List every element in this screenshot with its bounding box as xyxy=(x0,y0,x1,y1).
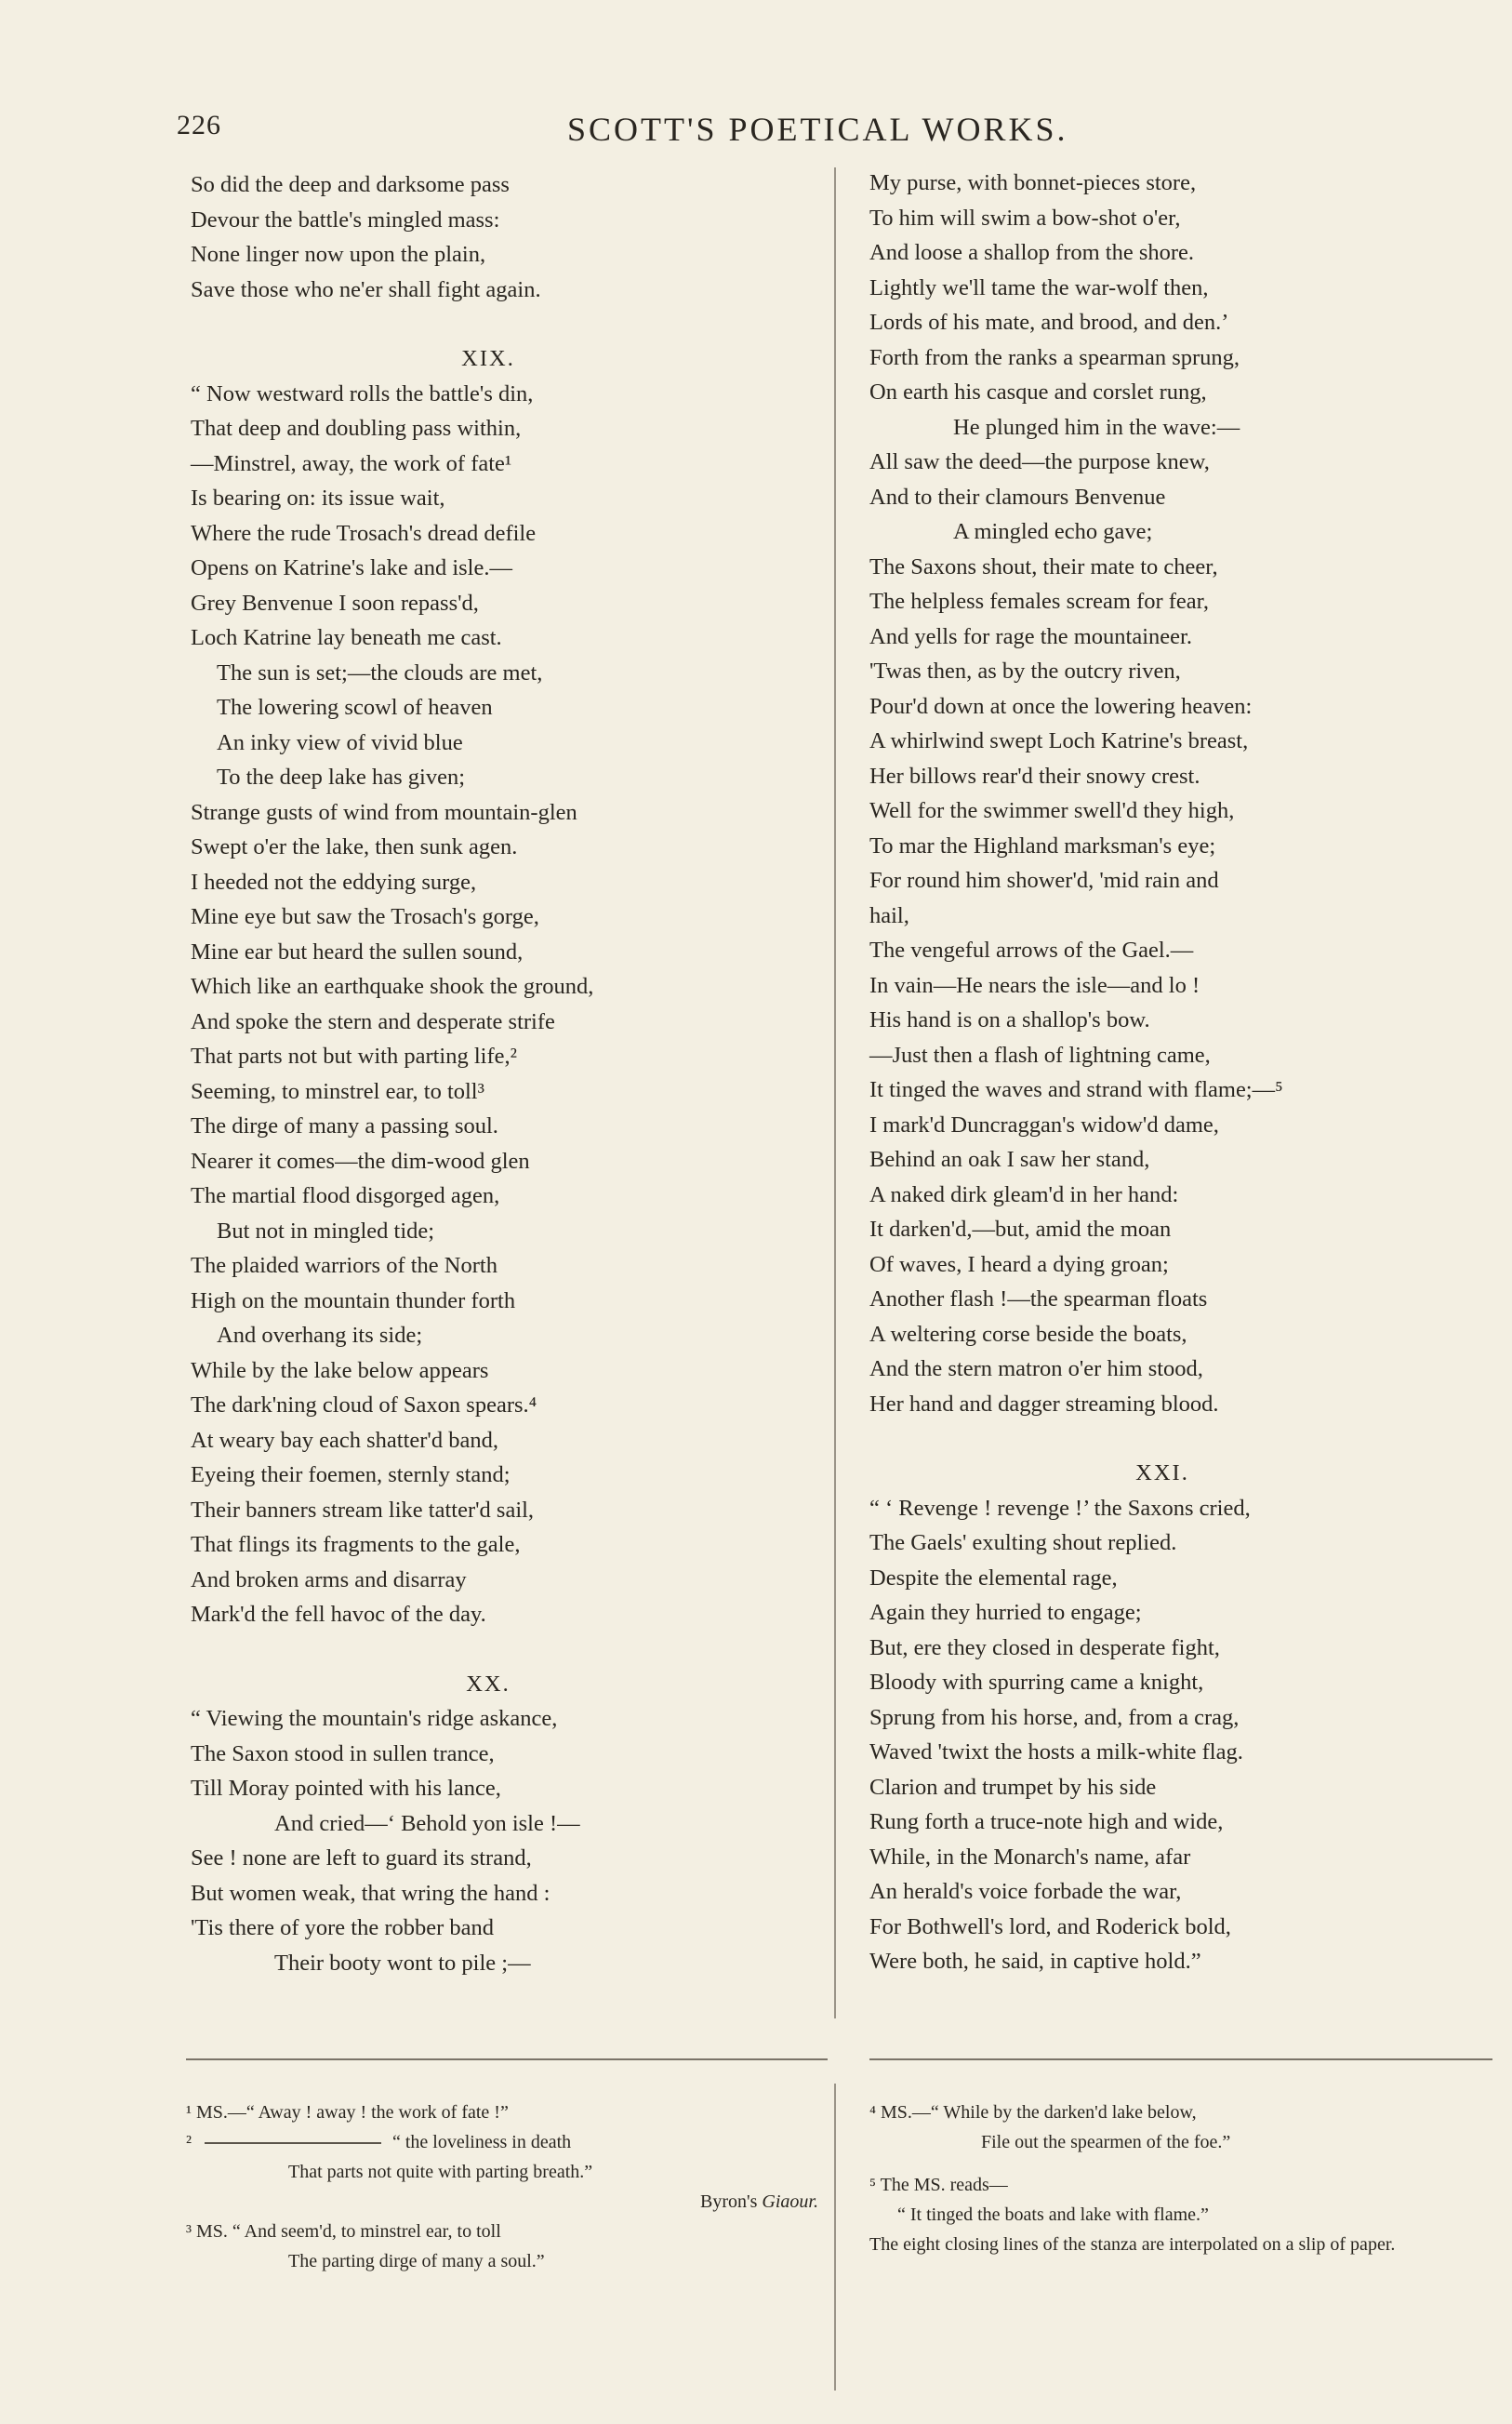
verse-line: That flings its fragments to the gale, xyxy=(191,1532,521,1557)
verse-line: 'Tis there of yore the robber band xyxy=(191,1915,495,1940)
verse-line: Bloody with spurring came a knight, xyxy=(869,1670,1204,1695)
verse-line: While, in the Monarch's name, afar xyxy=(869,1844,1191,1870)
footnote-5-line-2: “ It tinged the boats and lake with flame.” xyxy=(897,2204,1209,2225)
left-column xyxy=(191,167,786,1980)
verse-line: —Minstrel, away, the work of fate¹ xyxy=(191,450,512,476)
verse-line: All saw the deed—the purpose knew, xyxy=(869,449,1210,474)
left-stanza-lines-a xyxy=(191,167,786,307)
verse-line: The Saxons shout, their mate to cheer, xyxy=(869,553,1218,579)
verse-line: Clarion and trumpet by his side xyxy=(869,1774,1157,1800)
verse-line: Mark'd the fell havoc of the day. xyxy=(191,1602,486,1627)
verse-line: Despite the elemental rage, xyxy=(869,1565,1118,1591)
right-stanza-lines-a xyxy=(869,166,1455,1421)
footnote-3-line-2: The parting dirge of many a soul.” xyxy=(288,2251,545,2271)
verse-line: To the deep lake has given; xyxy=(217,765,466,790)
verse-line: Eyeing their foemen, sternly stand; xyxy=(191,1462,511,1487)
verse-line: My purse, with bonnet-pieces store, xyxy=(869,170,1197,195)
left-stanza-lines-c xyxy=(191,1701,786,1980)
stanza-number-xx: XX. xyxy=(466,1671,511,1697)
verse-line: The plaided warriors of the North xyxy=(191,1253,497,1278)
verse-line: Were both, he said, in captive hold.” xyxy=(869,1949,1201,1974)
verse-line: For round him shower'd, 'mid rain and xyxy=(869,868,1219,893)
verse-line: “ Viewing the mountain's ridge askance, xyxy=(191,1706,558,1731)
verse-line: So did the deep and darksome pass xyxy=(191,172,510,197)
verse-line: “ Now westward rolls the battle's din, xyxy=(191,380,534,406)
verse-line: Again they hurried to engage; xyxy=(869,1600,1142,1625)
verse-line: “ ‘ Revenge ! revenge !’ the Saxons cried, xyxy=(869,1495,1251,1521)
verse-line: A weltering corse beside the boats, xyxy=(869,1321,1187,1347)
footnote-3-line-1: ³ MS. “ And seem'd, to minstrel ear, to toll xyxy=(186,2221,501,2242)
verse-line: The dark'ning cloud of Saxon spears.⁴ xyxy=(191,1392,537,1418)
verse-line: Pour'd down at once the lowering heaven: xyxy=(869,693,1253,719)
verse-line: The lowering scowl of heaven xyxy=(217,695,493,720)
verse-line: It tinged the waves and strand with flame;—⁵ xyxy=(869,1077,1283,1102)
verse-line: To him will swim a bow-shot o'er, xyxy=(869,205,1181,231)
verse-line: Grey Benvenue I soon repass'd, xyxy=(191,590,479,616)
verse-line: Behind an oak I saw her stand, xyxy=(869,1147,1150,1172)
verse-line: And broken arms and disarray xyxy=(191,1566,467,1592)
stanza-number-xxi: XXI. xyxy=(1135,1460,1189,1485)
footnotes-left xyxy=(186,2098,818,2276)
verse-line: That parts not but with parting life,² xyxy=(191,1044,517,1069)
verse-line: His hand is on a shallop's bow. xyxy=(869,1007,1150,1032)
verse-line: And cried—‘ Behold yon isle !— xyxy=(274,1810,580,1836)
verse-line: Is bearing on: its issue wait, xyxy=(191,486,445,511)
footnote-5-line-3: The eight closing lines of the stanza are interpolated on a slip of paper. xyxy=(869,2234,1396,2255)
footnotes-right xyxy=(869,2098,1492,2259)
right-column xyxy=(869,166,1455,1979)
footnote-rule-left xyxy=(186,2058,828,2060)
footnote-rule-right xyxy=(869,2058,1492,2060)
verse-line: Lightly we'll tame the war-wolf then, xyxy=(869,274,1209,300)
verse-line: Sprung from his horse, and, from a crag, xyxy=(869,1704,1240,1730)
verse-line: Nearer it comes—the dim-wood glen xyxy=(191,1148,530,1174)
page-header xyxy=(177,110,1479,156)
verse-line: In vain—He nears the isle—and lo ! xyxy=(869,972,1200,998)
verse-line: Another flash !—the spearman floats xyxy=(869,1286,1208,1312)
verse-line: Their booty wont to pile ;— xyxy=(274,1950,531,1976)
verse-line: It darken'd,—but, amid the moan xyxy=(869,1217,1172,1242)
verse-line: To mar the Highland marksman's eye; xyxy=(869,832,1216,859)
verse-line: Where the rude Trosach's dread defile xyxy=(191,520,537,546)
verse-line: And spoke the stern and desperate strife xyxy=(191,1008,555,1034)
verse-line: Which like an earthquake shook the ground, xyxy=(191,974,594,999)
verse-line: But women weak, that wring the hand : xyxy=(191,1880,550,1906)
footnote-2-source-author: Byron's xyxy=(700,2191,758,2212)
verse-line: While by the lake below appears xyxy=(191,1357,489,1383)
verse-line: The vengeful arrows of the Gael.— xyxy=(869,938,1194,963)
verse-line: Opens on Katrine's lake and isle.— xyxy=(191,555,512,580)
footnote-4-line-1: ⁴ MS.—“ While by the darken'd lake below, xyxy=(869,2102,1197,2123)
verse-line: And to their clamours Benvenue xyxy=(869,484,1166,510)
verse-line: Rung forth a truce-note high and wide, xyxy=(869,1809,1224,1834)
footnote-2-mark: ² xyxy=(186,2132,192,2152)
verse-line: Till Moray pointed with his lance, xyxy=(191,1776,501,1801)
verse-line: The Gaels' exulting shout replied. xyxy=(869,1530,1177,1555)
verse-line: At weary bay each shatter'd band, xyxy=(191,1427,498,1453)
verse-line: But, ere they closed in desperate fight, xyxy=(869,1634,1220,1660)
verse-line: A naked dirk gleam'd in her hand: xyxy=(869,1181,1179,1207)
footnote-1: ¹ MS.—“ Away ! away ! the work of fate !” xyxy=(186,2102,509,2123)
verse-line: On earth his casque and corslet rung, xyxy=(869,380,1207,405)
footnote-5-line-1: ⁵ The MS. reads— xyxy=(869,2175,1008,2195)
verse-line: A mingled echo gave; xyxy=(953,519,1153,544)
stanza-number-xix: XIX. xyxy=(461,346,515,371)
verse-line: A whirlwind swept Loch Katrine's breast, xyxy=(869,728,1249,753)
verse-line: 'Twas then, as by the outcry riven, xyxy=(869,659,1181,684)
footnote-2-line-2: That parts not quite with parting breath.” xyxy=(288,2162,593,2182)
footnote-2-quote: “ the loveliness in death xyxy=(392,2132,572,2152)
verse-line: The dirge of many a passing soul. xyxy=(191,1113,498,1139)
footnote-2-line-1 xyxy=(186,2127,818,2157)
verse-line: Lords of his mate, and brood, and den.’ xyxy=(869,310,1229,335)
footnote-2-source-work: Giaour. xyxy=(762,2191,818,2212)
verse-line: And the stern matron o'er him stood, xyxy=(869,1356,1203,1381)
verse-line: The sun is set;—the clouds are met, xyxy=(217,659,543,686)
verse-line: Mine eye but saw the Trosach's gorge, xyxy=(191,904,539,929)
column-divider xyxy=(834,167,836,2018)
verse-line: The helpless females scream for fear, xyxy=(869,589,1209,614)
verse-line: Well for the swimmer swell'd they high, xyxy=(869,798,1235,823)
verse-line: Waved 'twixt the hosts a milk-white flag. xyxy=(869,1739,1243,1765)
verse-line: High on the mountain thunder forth xyxy=(191,1287,516,1313)
verse-line: The martial flood disgorged agen, xyxy=(191,1183,500,1208)
verse-line: Mine ear but heard the sullen sound, xyxy=(191,939,524,965)
verse-line: Devour the battle's mingled mass: xyxy=(191,206,500,233)
verse-line: But not in mingled tide; xyxy=(217,1218,435,1244)
verse-line: Forth from the ranks a spearman sprung, xyxy=(869,344,1240,370)
verse-line: For Bothwell's lord, and Roderick bold, xyxy=(869,1913,1231,1939)
verse-line: He plunged him in the wave:— xyxy=(953,414,1240,440)
verse-line: Strange gusts of wind from mountain-glen xyxy=(191,799,577,825)
verse-line: An inky view of vivid blue xyxy=(217,729,463,755)
verse-line: Save those who ne'er shall fight again. xyxy=(191,276,541,302)
verse-line: Swept o'er the lake, then sunk agen. xyxy=(191,834,518,859)
verse-line: An herald's voice forbade the war, xyxy=(869,1879,1182,1904)
verse-line: Her hand and dagger streaming blood. xyxy=(869,1391,1219,1417)
verse-line: That deep and doubling pass within, xyxy=(191,416,522,441)
verse-line: I mark'd Duncraggan's widow'd dame, xyxy=(869,1112,1219,1138)
verse-line: Her billows rear'd their snowy crest. xyxy=(869,763,1200,789)
right-stanza-lines-b xyxy=(869,1491,1455,1979)
verse-line: Loch Katrine lay beneath me cast. xyxy=(191,625,502,650)
running-title: SCOTT'S POETICAL WORKS. xyxy=(567,111,1068,148)
verse-line: See ! none are left to guard its strand, xyxy=(191,1845,532,1871)
footnote-4-line-2: File out the spearmen of the foe.” xyxy=(981,2132,1231,2152)
verse-line: And overhang its side; xyxy=(217,1323,423,1348)
verse-line: The Saxon stood in sullen trance, xyxy=(191,1740,495,1766)
left-stanza-lines-b xyxy=(191,377,786,1632)
verse-line: And loose a shallop from the shore. xyxy=(869,240,1195,265)
verse-line: Seeming, to minstrel ear, to toll³ xyxy=(191,1078,484,1104)
verse-line: None linger now upon the plain, xyxy=(191,242,486,267)
verse-line: —Just then a flash of lightning came, xyxy=(869,1042,1211,1068)
verse-line: And yells for rage the mountaineer. xyxy=(869,623,1192,649)
footnote-dash xyxy=(205,2142,381,2144)
verse-line: Their banners stream like tatter'd sail, xyxy=(191,1497,535,1523)
footnote-divider xyxy=(834,2084,836,2391)
verse-line: Of waves, I heard a dying groan; xyxy=(869,1251,1169,1277)
footnote-2-source xyxy=(186,2187,818,2217)
page-number: 226 xyxy=(177,110,221,140)
verse-line: hail, xyxy=(869,902,909,928)
verse-line: I heeded not the eddying surge, xyxy=(191,869,477,895)
